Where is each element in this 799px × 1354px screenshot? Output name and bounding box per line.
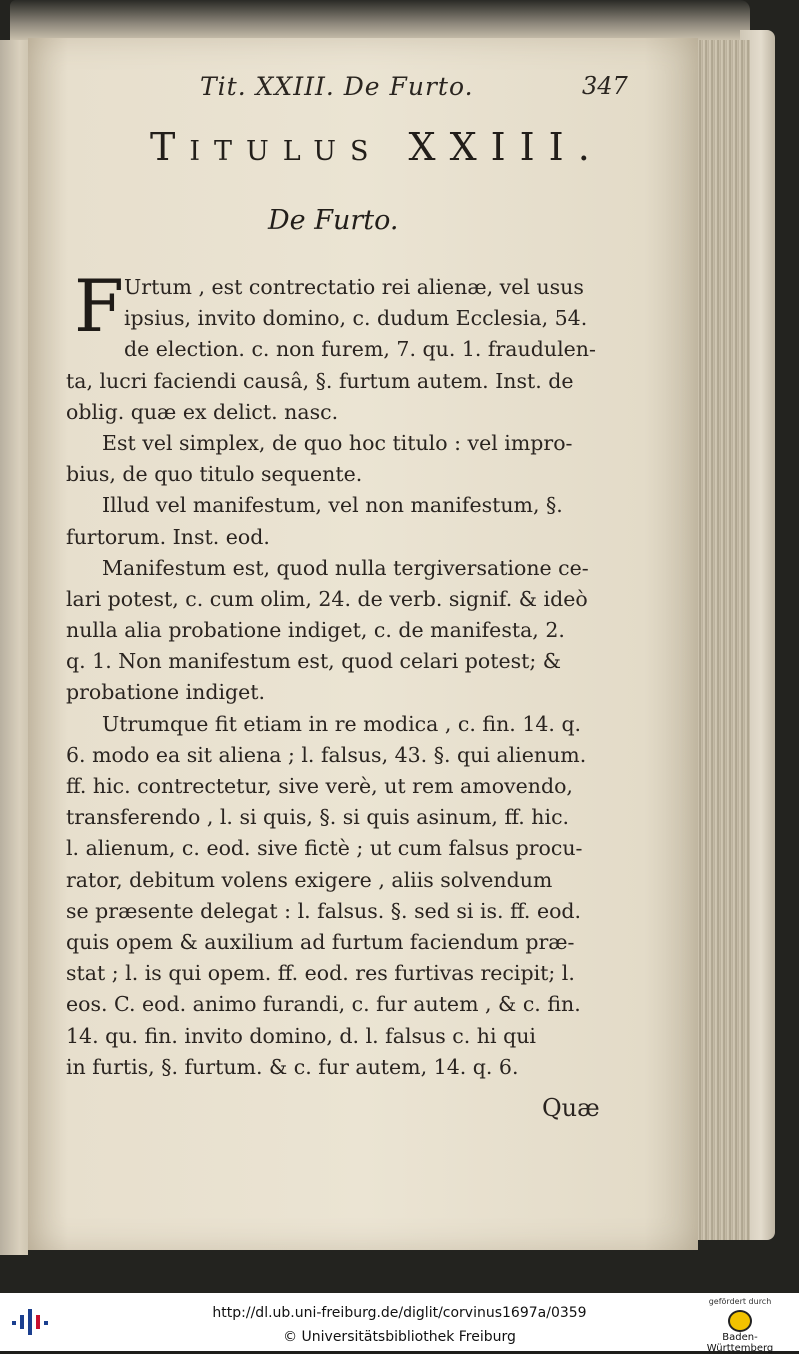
page-number: 347 bbox=[582, 72, 628, 100]
text-line: Utrumque fit etiam in re modica , c. fin. 14. q. bbox=[102, 711, 582, 736]
text-line: nulla alia probatione indiget, c. de manifesta, 2. bbox=[66, 618, 565, 643]
text-line: ipsius, invito domino, c. dudum Ecclesia, 54. bbox=[124, 306, 588, 331]
text-line: Manifestum est, quod nulla tergiversatione ce- bbox=[102, 555, 589, 580]
viewer-footer bbox=[0, 1293, 799, 1354]
book-top-edge bbox=[10, 0, 750, 40]
facing-page-edge bbox=[0, 40, 28, 1255]
text-line: probatione indiget. bbox=[66, 680, 266, 705]
text-line: 6. modo ea sit aliena ; l. falsus, 43. §. qui alienum. bbox=[66, 742, 587, 767]
text-line: Urtum , est contrectatio rei alienæ, vel usus bbox=[124, 275, 584, 299]
state-crest-icon bbox=[728, 1310, 752, 1332]
copyright-notice: © Universitätsbibliothek Freiburg bbox=[283, 1329, 516, 1345]
text-line: q. 1. Non manifestum est, quod celari potest; & bbox=[66, 649, 562, 674]
text-line: de election. c. non furem, 7. qu. 1. fraudulen- bbox=[124, 337, 596, 362]
permalink-url[interactable]: http://dl.ub.uni-freiburg.de/diglit/corvinus1697a/0359 bbox=[212, 1305, 587, 1321]
chapter-subtitle: De Furto. bbox=[268, 205, 399, 236]
text-line: ta, lucri faciendi causâ, §. furtum autem. Inst. de bbox=[66, 368, 574, 393]
text-line: bius, de quo titulo sequente. bbox=[66, 462, 363, 487]
running-head: Tit. XXIII. De Furto. bbox=[200, 72, 474, 101]
chapter-title: Titulus XXIII. bbox=[150, 125, 604, 169]
text-line: quis opem & auxilium ad furtum faciendum præ- bbox=[66, 929, 575, 954]
text-line: l. alienum, c. eod. sive fictè ; ut cum falsus procu- bbox=[66, 836, 583, 861]
text-line: 14. qu. fin. invito domino, d. l. falsus c. hi qui bbox=[66, 1023, 536, 1048]
text-line: rator, debitum volens exigere , aliis solvendum bbox=[66, 867, 553, 892]
text-line: in furtis, §. furtum. & c. fur autem, 14. q. 6. bbox=[66, 1054, 519, 1079]
page-header bbox=[0, 72, 799, 102]
funder-logo[interactable] bbox=[690, 1297, 790, 1354]
text-line: se præsente delegat : l. falsus. §. sed si is. ff. eod. bbox=[66, 898, 582, 923]
text-line: transferendo , l. si quis, §. si quis asinum, ff. hic. bbox=[66, 805, 570, 830]
funder-caption: gefördert durch bbox=[708, 1297, 772, 1306]
text-line: ff. hic. contrectetur, sive verè, ut rem amovendo, bbox=[66, 774, 573, 798]
body-text bbox=[66, 264, 622, 1083]
text-line: lari potest, c. cum olim, 24. de verb. signif. & ideò bbox=[66, 586, 588, 611]
text-line: Est vel simplex, de quo hoc titulo : vel impro- bbox=[102, 430, 573, 455]
catchword: Quæ bbox=[542, 1094, 600, 1122]
page-stack-edges bbox=[690, 40, 750, 1240]
drop-capital: F bbox=[74, 264, 124, 348]
text-line: Illud vel manifestum, vel non manifestum, §. bbox=[102, 493, 563, 518]
text-line: stat ; l. is qui opem. ff. eod. res furtivas recipit; l. bbox=[66, 961, 575, 986]
funder-name: Baden-Württemberg bbox=[706, 1332, 774, 1354]
text-line: oblig. quæ ex delict. nasc. bbox=[66, 399, 339, 424]
text-line: eos. C. eod. animo furandi, c. fur autem , & c. fin. bbox=[66, 992, 581, 1017]
text-line: furtorum. Inst. eod. bbox=[66, 524, 270, 549]
